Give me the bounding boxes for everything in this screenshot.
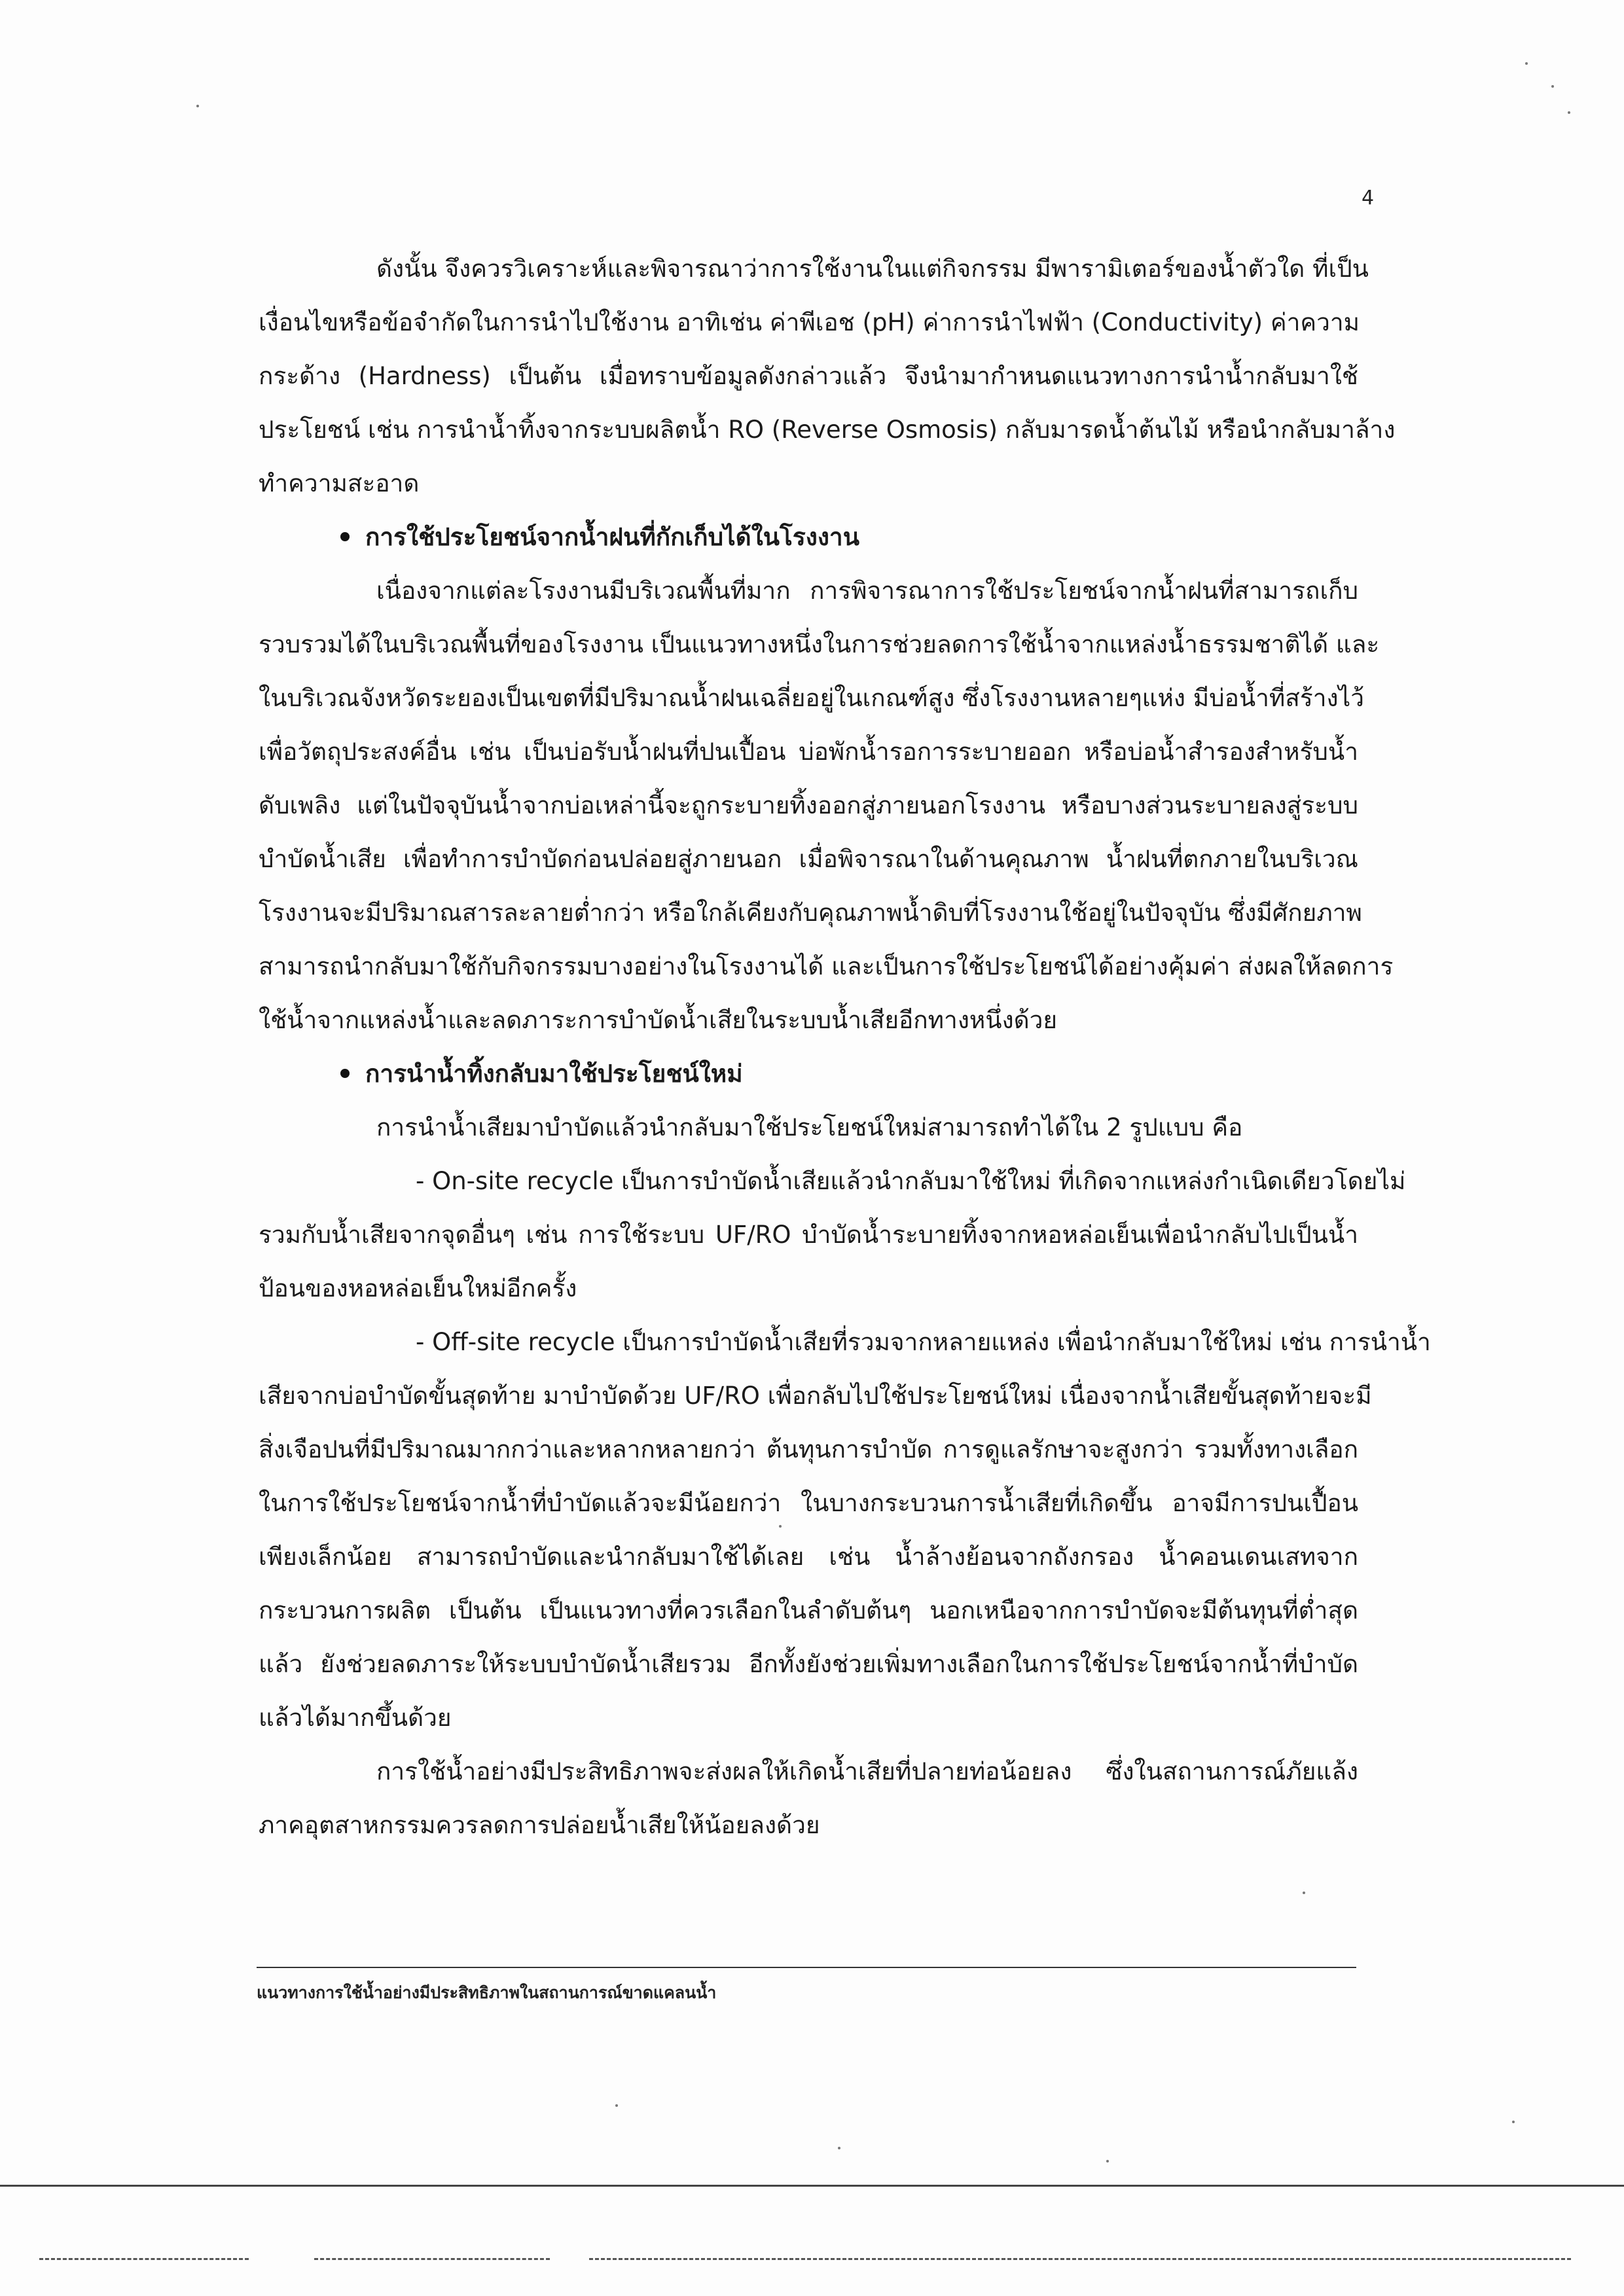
offsite-line: - Off-site recycle เป็นการบำบัดน้ำเสียที่รวมจากหลายแหล่ง เพื่อนำกลับมาใช้ใหม่ เช่น การนำน้ำ — [416, 1328, 1431, 1356]
offsite-line: แล้วได้มากขึ้นด้วย — [259, 1704, 452, 1732]
offsite-line: กระบวนการผลิต เป็นต้น เป็นแนวทางที่ควรเลือกในลำดับต้นๆ นอกเหนือจากการบำบัดจะมีต้นทุนที่ต่ำสุด — [259, 1596, 1358, 1624]
footer-divider — [257, 1967, 1356, 1968]
offsite-line: เสียจากบ่อบำบัดขั้นสุดท้าย มาบำบัดด้วย UF/RO เพื่อกลับไปใช้ประโยชน์ใหม่ เนื่องจากน้ำเสียขั้นสุดท้ายจะมี — [259, 1382, 1372, 1410]
rainwater-line: รวบรวมได้ในบริเวณพื้นที่ของโรงงาน เป็นแนวทางหนึ่งในการช่วยลดการใช้น้ำจากแหล่งน้ำธรรมชาติได้ และ — [259, 630, 1380, 658]
scan-dash-line — [589, 2258, 1571, 2260]
scan-speck — [838, 2147, 840, 2149]
scan-dash-line — [314, 2258, 550, 2260]
footer-title: แนวทางการใช้น้ำอย่างมีประสิทธิภาพในสถานการณ์ขาดแคลนน้ำ — [257, 1983, 717, 2002]
rainwater-line: บำบัดน้ำเสีย เพื่อทำการบำบัดก่อนปล่อยสู่ภายนอก เมื่อพิจารณาในด้านคุณภาพ น้ำฝนที่ตกภายในบริเวณ — [259, 845, 1358, 873]
offsite-line: แล้ว ยังช่วยลดภาระให้ระบบบำบัดน้ำเสียรวม อีกทั้งยังช่วยเพิ่มทางเลือกในการใช้ประโยชน์จากน้ำที่บำบัด — [259, 1650, 1358, 1678]
rainwater-line: ใช้น้ำจากแหล่งน้ำและลดภาระการบำบัดน้ำเสียในระบบน้ำเสียอีกทางหนึ่งด้วย — [259, 1006, 1058, 1034]
offsite-line: เพียงเล็กน้อย สามารถบำบัดและนำกลับมาใช้ได้เลย เช่น น้ำล้างย้อนจากถังกรอง น้ำคอนเดนเสทจาก — [259, 1543, 1358, 1571]
offsite-line: ในการใช้ประโยชน์จากน้ำที่บำบัดแล้วจะมีน้อยกว่า ในบางกระบวนการน้ำเสียที่เกิดขึ้น อาจมีการปนเปื้อน — [259, 1489, 1358, 1517]
section-heading-rainwater — [259, 511, 1358, 564]
bullet-icon — [340, 532, 350, 541]
intro-line: ประโยชน์ เช่น การนำน้ำทิ้งจากระบบผลิตน้ำ RO (Reverse Osmosis) กลับมารดน้ำต้นไม้ หรือนำกลับมาล้าง — [259, 416, 1396, 444]
onsite-line: ป้อนของหอหล่อเย็นใหม่อีกครั้ง — [259, 1274, 577, 1302]
rainwater-line: โรงงานจะมีปริมาณสารละลายต่ำกว่า หรือใกล้เคียงกับคุณภาพน้ำดิบที่โรงงานใช้อยู่ในปัจจุบัน ซึ่งมีศักยภาพ — [259, 899, 1362, 927]
scan-speck — [1568, 111, 1570, 114]
section-heading-reuse — [259, 1047, 1358, 1101]
onsite-line: - On-site recycle เป็นการบำบัดน้ำเสียแล้วนำกลับมาใช้ใหม่ ที่เกิดจากแหล่งกำเนิดเดียวโดยไม่ — [416, 1167, 1406, 1195]
body-text — [259, 242, 1431, 1852]
rainwater-line: ในบริเวณจังหวัดระยองเป็นเขตที่มีปริมาณน้ำฝนเฉลี่ยอยู่ในเกณฑ์สูง ซึ่งโรงงานหลายๆแห่ง มีบ่อน้ำที่สร้างไว้ — [259, 684, 1364, 712]
intro-line: ทำความสะอาด — [259, 469, 420, 497]
rainwater-line: สามารถนำกลับมาใช้กับกิจกรรมบางอย่างในโรงงานได้ และเป็นการใช้ประโยชน์ได้อย่างคุ้มค่า ส่งผลให้ลดการ — [259, 952, 1394, 980]
scan-speck — [1525, 62, 1528, 65]
offsite-line: สิ่งเจือปนที่มีปริมาณมากกว่าและหลากหลายกว่า ต้นทุนการบำบัด การดูแลรักษาจะสูงกว่า รวมทั้งทางเลือก — [259, 1435, 1358, 1463]
intro-line: กระด้าง (Hardness) เป็นต้น เมื่อทราบข้อมูลดังกล่าวแล้ว จึงนำมากำหนดแนวทางการนำน้ำกลับมาใช้ — [259, 362, 1358, 390]
conclusion-line: การใช้น้ำอย่างมีประสิทธิภาพจะส่งผลให้เกิดน้ำเสียที่ปลายท่อน้อยลง ซึ่งในสถานการณ์ภัยแล้ง — [376, 1757, 1358, 1785]
rainwater-line: เพื่อวัตถุประสงค์อื่น เช่น เป็นบ่อรับน้ำฝนที่ปนเปื้อน บ่อพักน้ำรอการระบายออก หรือบ่อน้ำสำรองสำหรับน้ำ — [259, 738, 1358, 766]
scan-speck — [1303, 1892, 1305, 1894]
bullet-icon — [340, 1069, 350, 1078]
scan-speck — [1512, 2121, 1515, 2123]
heading-text: การนำน้ำทิ้งกลับมาใช้ประโยชน์ใหม่ — [365, 1060, 743, 1088]
intro-line: เงื่อนไขหรือข้อจำกัดในการนำไปใช้งาน อาทิเช่น ค่าพีเอช (pH) ค่าการนำไฟฟ้า (Conductivity) ค่าความ — [259, 308, 1360, 336]
scan-speck — [196, 105, 199, 107]
rainwater-line: เนื่องจากแต่ละโรงงานมีบริเวณพื้นที่มาก การพิจารณาการใช้ประโยชน์จากน้ำฝนที่สามารถเก็บ — [376, 577, 1358, 605]
rainwater-line: ดับเพลิง แต่ในปัจจุบันน้ำจากบ่อเหล่านี้จะถูกระบายทิ้งออกสู่ภายนอกโรงงาน หรือบางส่วนระบายลงสู่ระบบ — [259, 791, 1358, 819]
scan-speck — [779, 1525, 782, 1528]
heading-text: การใช้ประโยชน์จากน้ำฝนที่กักเก็บได้ในโรงงาน — [365, 523, 859, 551]
intro-line: ดังนั้น จึงควรวิเคราะห์และพิจารณาว่าการใช้งานในแต่กิจกรรม มีพารามิเตอร์ของน้ำตัวใด ที่เป็น — [376, 255, 1369, 283]
onsite-line: รวมกับน้ำเสียจากจุดอื่นๆ เช่น การใช้ระบบ UF/RO บำบัดน้ำระบายทิ้งจากหอหล่อเย็นเพื่อนำกลับไปเป็นน้ำ — [259, 1221, 1358, 1249]
scan-speck — [615, 2104, 618, 2107]
page-number: 4 — [1362, 187, 1375, 209]
scan-speck — [1551, 85, 1554, 88]
reuse-intro: การนำน้ำเสียมาบำบัดแล้วนำกลับมาใช้ประโยชน์ใหม่สามารถทำได้ใน 2 รูปแบบ คือ — [376, 1113, 1243, 1141]
conclusion-line: ภาคอุตสาหกรรมควรลดการปล่อยน้ำเสียให้น้อยลงด้วย — [259, 1811, 820, 1839]
scan-dash-line — [39, 2258, 249, 2260]
scan-speck — [1106, 2160, 1109, 2162]
scan-edge-line — [0, 2185, 1624, 2187]
